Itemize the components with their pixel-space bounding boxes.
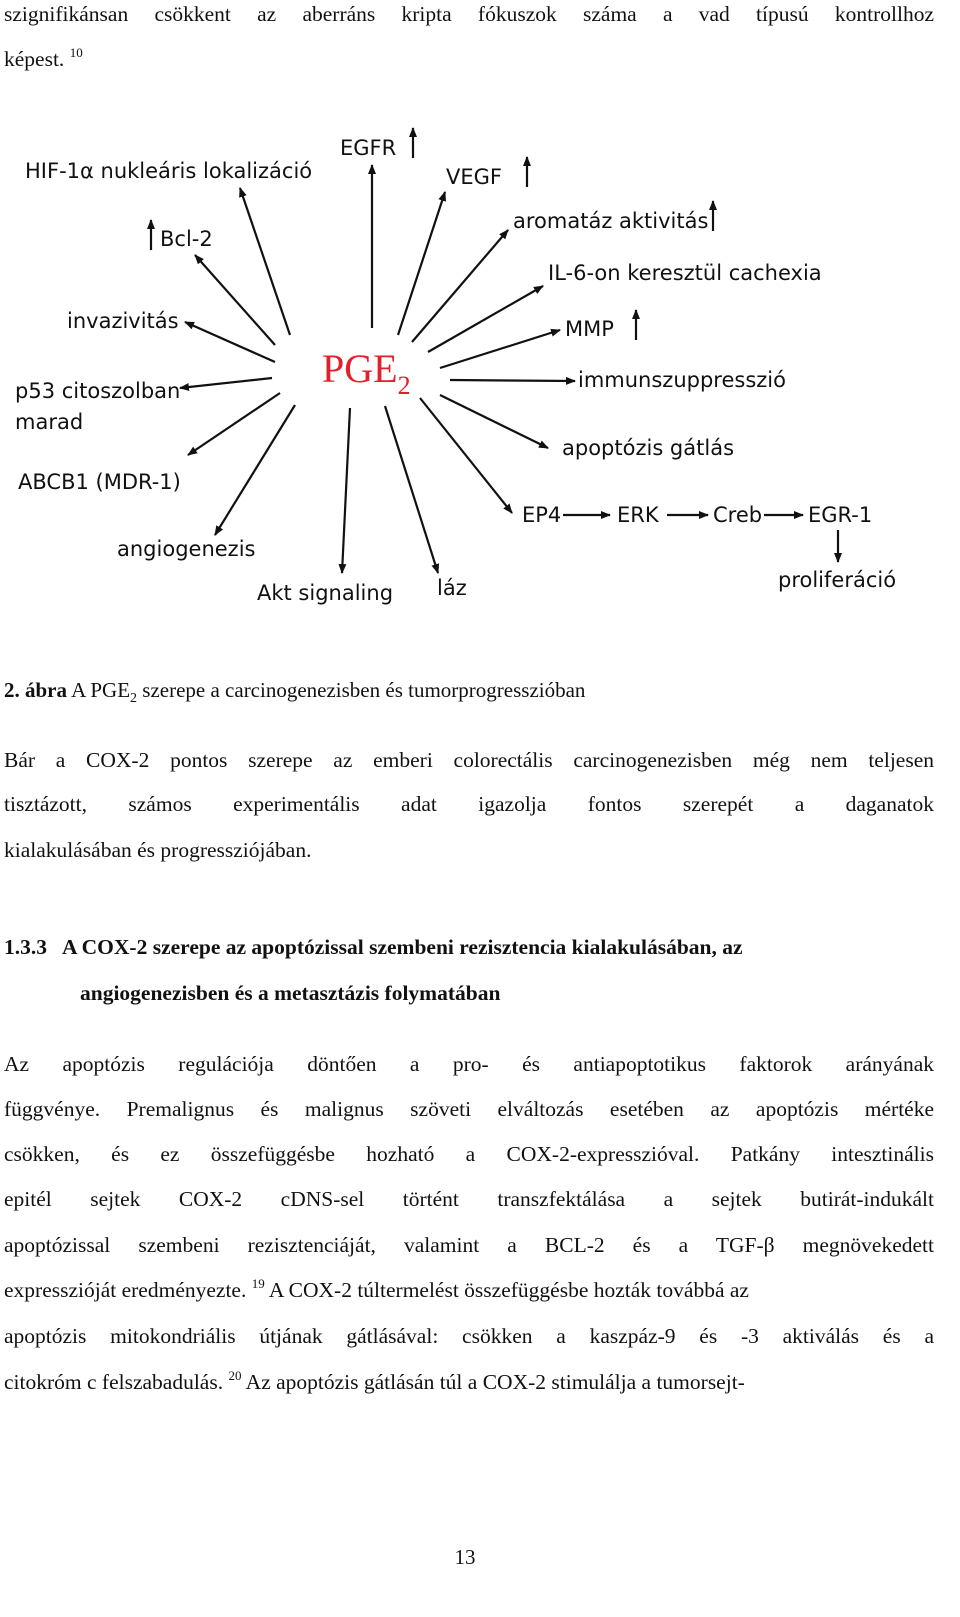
arrow-vegf (398, 192, 445, 335)
label-il6: IL-6-on keresztül cachexia (548, 261, 822, 285)
label-p53-line2: marad (15, 410, 84, 434)
para2-line-7: apoptózis mitokondriális útjának gátlásával: csökken a kaszpáz-9 és -3 aktiválás és a (4, 1324, 934, 1348)
label-mmp: MMP (565, 317, 614, 341)
arrow-il6 (428, 286, 543, 352)
para2-line-8 (4, 1370, 934, 1394)
label-egfr: EGFR (340, 136, 397, 160)
para2-line-2: függvénye. Premalignus és malignus szöveti elváltozás esetében az apoptózis mértéke (4, 1097, 934, 1121)
arrow-laz (385, 406, 438, 573)
intro-line-1: szignifikánsan csökkent az aberráns kripta fókuszok száma a vad típusú kontrollhoz (4, 2, 934, 26)
arrow-abcb1 (188, 393, 280, 455)
caption-subscript: 2 (130, 691, 138, 707)
caption-text-2: szerepe a carcinogenezisben és tumorprogresszióban (137, 678, 586, 702)
para2-line-4: epitél sejtek COX-2 cDNS-sel történt transzfektálása a sejtek butirát-indukált (4, 1187, 934, 1211)
intro-line-2-text: képest. (4, 47, 65, 71)
para2-line-6 (4, 1278, 934, 1302)
label-proliferacio: proliferáció (778, 568, 897, 592)
label-creb: Creb (713, 503, 763, 527)
reference-10: 10 (69, 45, 83, 60)
caption-text-1: A PGE (67, 678, 131, 702)
label-vegf: VEGF (446, 165, 502, 189)
arrow-invazivitas (185, 322, 275, 362)
label-abcb1: ABCB1 (MDR-1) (18, 470, 181, 494)
para2-line-8b: Az apoptózis gátlásán túl a COX-2 stimulálja a tumorsejt- (241, 1370, 745, 1394)
pge2-diagram (0, 110, 930, 620)
arrow-ep4 (420, 398, 512, 513)
para1-line-1: Bár a COX-2 pontos szerepe az emberi colorectális carcinogenezisben még nem teljesen (4, 748, 934, 772)
label-angiogenezis: angiogenezis (117, 537, 256, 561)
reference-20: 20 (228, 1368, 242, 1383)
arrow-akt (342, 408, 350, 573)
page-number: 13 (454, 1545, 476, 1569)
pge2-subscript: 2 (397, 371, 411, 400)
reference-19: 19 (251, 1276, 265, 1291)
label-p53-line1: p53 citoszolban (15, 379, 181, 403)
label-erk: ERK (617, 503, 659, 527)
label-aromataz: aromatáz aktivitás (513, 209, 709, 233)
arrow-p53 (180, 378, 272, 388)
label-apoptozis: apoptózis gátlás (562, 436, 735, 460)
section-heading-line-2: angiogenezisben és a metasztázis folymatában (80, 981, 501, 1005)
para2-line-8a: citokróm c felszabadulás. (4, 1370, 224, 1394)
arrow-immun (450, 380, 575, 381)
para1-line-3: kialakulásában és progressziójában. (4, 838, 312, 862)
label-akt: Akt signaling (257, 581, 394, 605)
intro-line-2 (4, 47, 934, 71)
figure-caption (4, 678, 934, 711)
label-bcl2: Bcl-2 (160, 227, 213, 251)
label-egr1: EGR-1 (808, 503, 873, 527)
section-heading-line-1: 1.3.3 A COX-2 szerepe az apoptózissal szembeni rezisztencia kialakulásában, az (4, 935, 743, 959)
para2-line-5: apoptózissal szembeni rezisztenciáját, valamint a BCL-2 és a TGF-β megnövekedett (4, 1233, 934, 1257)
para2-line-1: Az apoptózis regulációja döntően a pro- és antiapoptotikus faktorok arányának (4, 1052, 934, 1076)
pge2-label: $PGE_2$ (322, 346, 411, 400)
label-laz: láz (437, 576, 467, 600)
label-invazivitas: invazivitás (67, 309, 179, 333)
label-immun: immunszuppresszió (578, 368, 786, 392)
para2-line-6a: expresszióját eredményezte. (4, 1278, 247, 1302)
para2-line-6b: A COX-2 túltermelést összefüggésbe hozták továbbá az (264, 1278, 749, 1302)
caption-figure-number: 2. ábra (4, 678, 67, 702)
arrow-angiogenezis (215, 405, 295, 535)
para2-line-3: csökken, és ez összefüggésbe hozható a COX-2-expresszióval. Patkány intesztinális (4, 1142, 934, 1166)
label-ep4: EP4 (522, 503, 562, 527)
para1-line-2: tisztázott, számos experimentális adat igazolja fontos szerepét a daganatok (4, 792, 934, 816)
arrow-apoptozis (440, 395, 548, 448)
label-hif: HIF-1α nukleáris lokalizáció (25, 159, 313, 183)
